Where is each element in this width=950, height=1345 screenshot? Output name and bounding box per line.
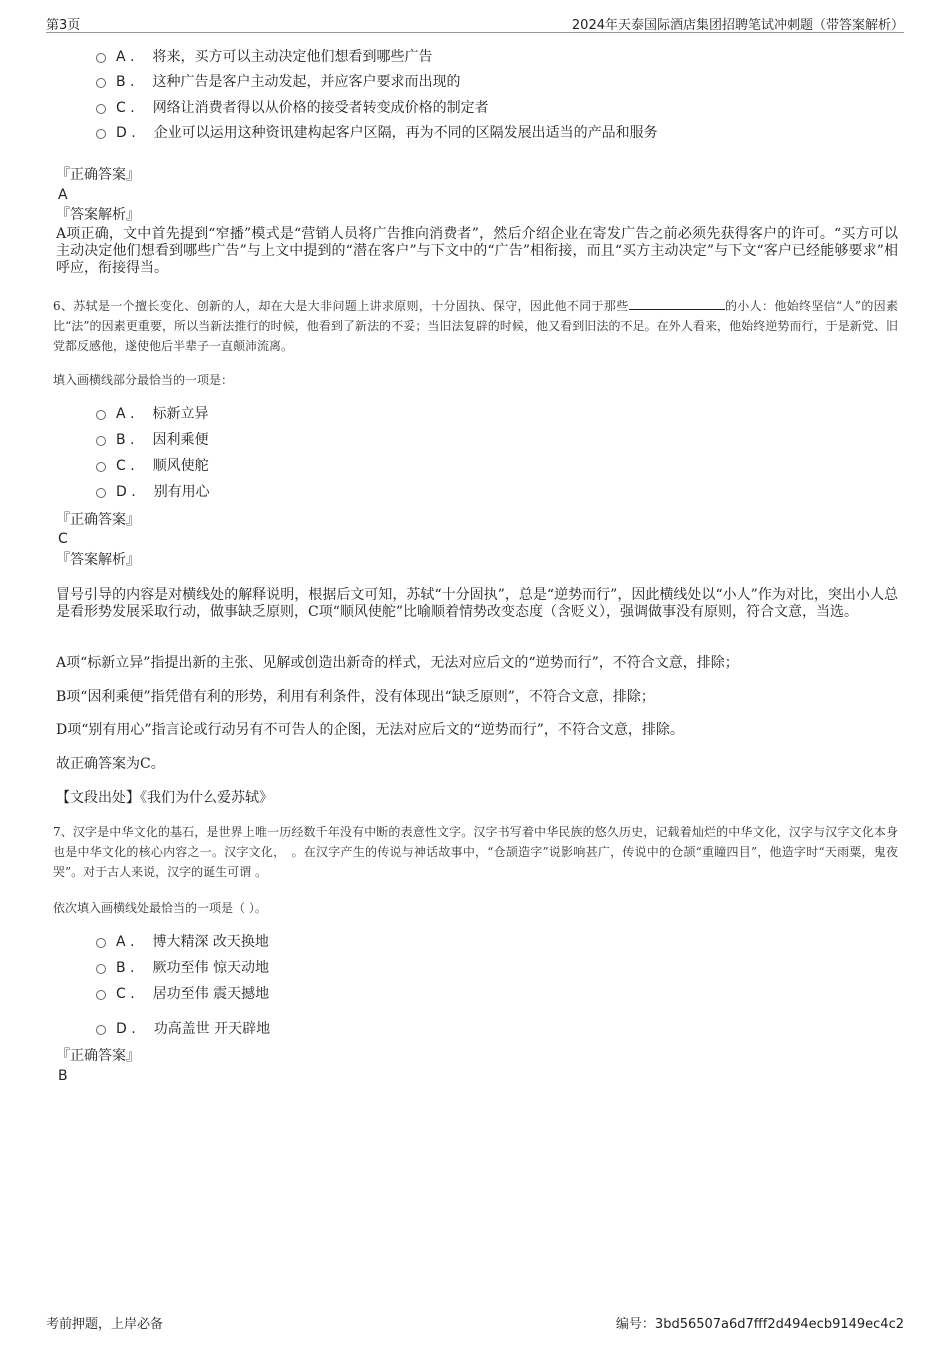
q5-option-c[interactable]: C . 网络让消费者得以从价格的接受者转变成价格的制定者 <box>96 98 489 118</box>
q6-conclusion: 故正确答案为C。 <box>56 756 165 772</box>
radio-icon[interactable] <box>96 410 106 420</box>
q7-option-d[interactable]: D . 功高盖世 开天辟地 <box>96 1019 270 1039</box>
q7-option-b[interactable]: B . 厥功至伟 惊天动地 <box>96 958 269 978</box>
radio-icon[interactable] <box>96 990 106 1000</box>
q6-option-a[interactable]: A . 标新立异 <box>96 404 208 424</box>
radio-icon[interactable] <box>96 436 106 446</box>
q5-option-d[interactable]: D . 企业可以运用这种资讯建构起客户区隔，再为不同的区隔发展出适当的产品和服务 <box>96 123 658 143</box>
q6-option-c[interactable]: C . 顺风使舵 <box>96 456 209 476</box>
fill-blank <box>629 297 725 310</box>
q7-option-a[interactable]: A . 博大精深 改天换地 <box>96 932 269 952</box>
q6-source: 【文段出处】《我们为什么爱苏轼》 <box>56 790 273 806</box>
q5-answer: A <box>58 187 68 203</box>
footer-slogan: 考前押题，上岸必备 <box>46 1317 164 1332</box>
q5-analysis: A项正确，文中首先提到“窄播”模式是“营销人员将广告推向消费者”，然后介绍企业在寄发广告之前必须先获得客户的许可。“买方可以主动决定他们想看到哪些广告”与上文中提到的“潜在客户”与下文中的“广告”相衔接，而且“买方主动决定”与下文“客户已经能够要求”相呼应，衔接得当。 <box>56 226 898 276</box>
q5-analysis-label: 『答案解析』 <box>56 207 140 223</box>
radio-icon[interactable] <box>96 462 106 472</box>
document-id: 编号：3bd56507a6d7fff2d494ecb9149ec4c2 <box>615 1317 904 1332</box>
q7-prompt: 依次填入画横线处最恰当的一项是（ ）。 <box>53 901 267 915</box>
q6-analysis-label: 『答案解析』 <box>56 552 140 568</box>
page-number: 第3页 <box>46 18 81 33</box>
q6-prompt: 填入画横线部分最恰当的一项是： <box>53 373 234 387</box>
q6-option-b[interactable]: B . 因利乘便 <box>96 430 209 450</box>
q5-option-a[interactable]: A . 将来，买方可以主动决定他们想看到哪些广告 <box>96 47 432 67</box>
q7-answer-label: 『正确答案』 <box>56 1048 140 1064</box>
radio-icon[interactable] <box>96 1025 106 1035</box>
q5-option-b[interactable]: B . 这种广告是客户主动发起，并应客户要求而出现的 <box>96 72 461 92</box>
document-title: 2024年天泰国际酒店集团招聘笔试冲刺题（带答案解析） <box>571 18 904 33</box>
radio-icon[interactable] <box>96 53 106 63</box>
radio-icon[interactable] <box>96 964 106 974</box>
q6-stem: 6、苏轼是一个擅长变化、创新的人，却在大是大非问题上讲求原则，十分固执、保守，因此他不同于那些 的小人：他始终坚信“人”的因素比“法”的因素更重要，所以当新法推行的时候，他看到了新法的不妥；当旧法复辟的时候，他又看到旧法的不足。在外人看来，他始终逆势而行，于是新党、旧党都反感他，遂使他后半辈子一直颠沛流离。 <box>53 299 898 353</box>
radio-icon[interactable] <box>96 104 106 114</box>
q7-answer: B <box>58 1068 68 1084</box>
q5-answer-label: 『正确答案』 <box>56 167 140 183</box>
q7-stem: 7、汉字是中华文化的基石，是世界上唯一历经数千年没有中断的表意性文字。汉字书写着中华民族的悠久历史，记载着灿烂的中华文化，汉字与汉字文化本身也是中华文化的核心内容之一。汉字文化， 。在汉字产生的传说与神话故事中，“仓颉造字”说影响甚广，传说中的仓颉“重瞳四目”，他造字时“天雨粟，鬼夜哭”。对于古人来说，汉字的诞生可谓 。 <box>53 825 898 879</box>
radio-icon[interactable] <box>96 129 106 139</box>
q6-analysis-d: D项“别有用心”指言论或行动另有不可告人的企图，无法对应后文的“逆势而行”，不符合文意，排除。 <box>56 722 684 738</box>
radio-icon[interactable] <box>96 938 106 948</box>
page-footer <box>46 1313 904 1331</box>
q6-option-d[interactable]: D . 别有用心 <box>96 482 210 502</box>
page-header <box>46 14 904 33</box>
q6-analysis-main: 冒号引导的内容是对横线处的解释说明，根据后文可知，苏轼“十分固执”，总是“逆势而行”，因此横线处以“小人”作为对比，突出小人总是看形势发展采取行动，做事缺乏原则，C项“顺风使舵”比喻顺着情势改变态度（含贬义），强调做事没有原则，符合文意，当选。 <box>56 587 898 620</box>
q6-analysis-b: B项“因利乘便”指凭借有利的形势，利用有利条件，没有体现出“缺乏原则”，不符合文意，排除； <box>56 689 655 705</box>
radio-icon[interactable] <box>96 488 106 498</box>
q6-analysis-a: A项“标新立异”指提出新的主张、见解或创造出新奇的样式，无法对应后文的“逆势而行”，不符合文意，排除； <box>56 655 739 671</box>
q6-answer-label: 『正确答案』 <box>56 512 140 528</box>
radio-icon[interactable] <box>96 78 106 88</box>
q7-option-c[interactable]: C . 居功至伟 震天撼地 <box>96 984 269 1004</box>
q6-answer: C <box>58 531 68 547</box>
